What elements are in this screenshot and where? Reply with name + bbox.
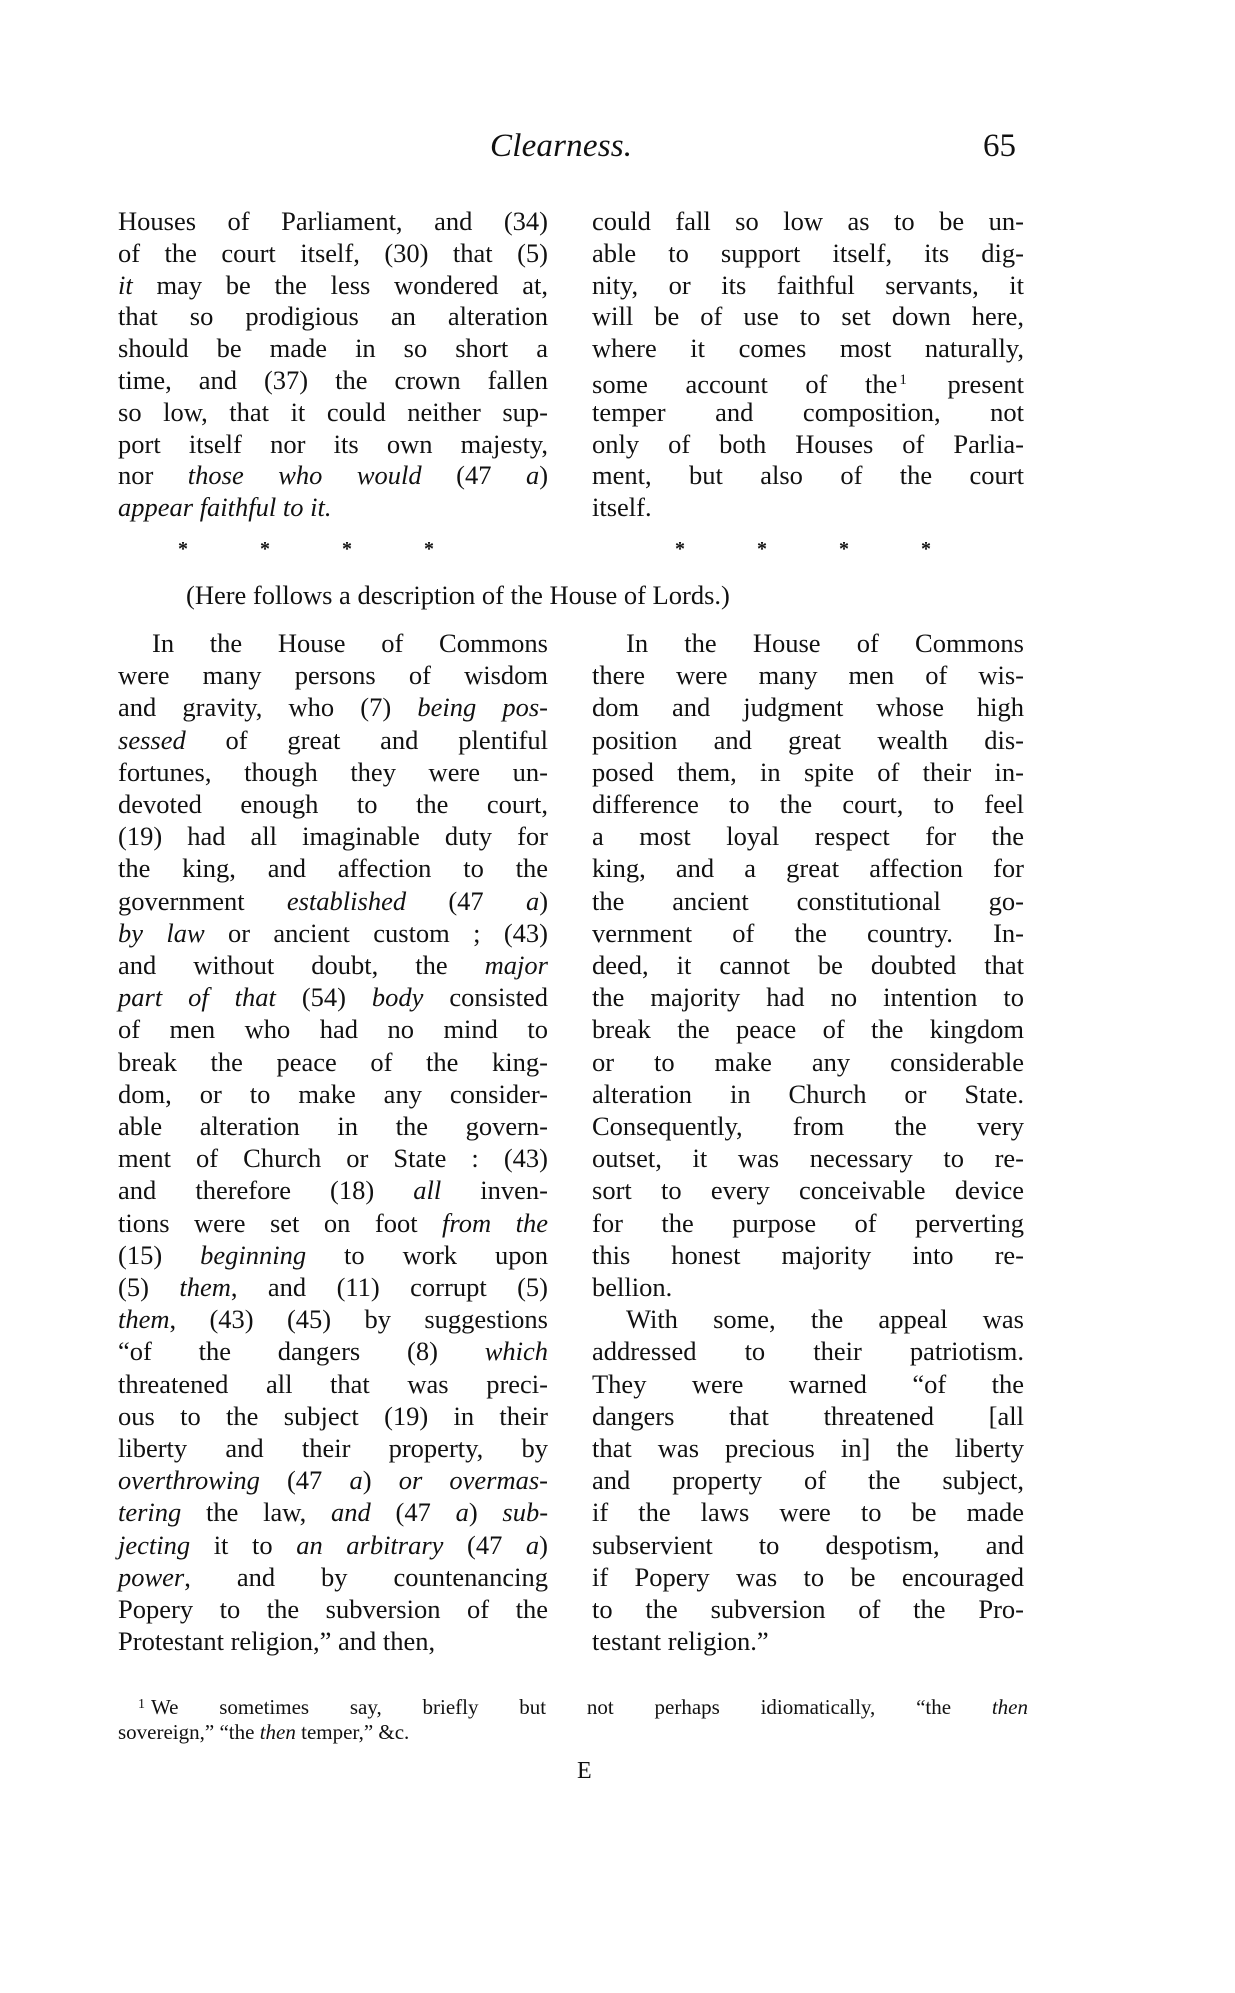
- text-line: [592, 691, 1024, 723]
- text-run: the law,: [181, 1497, 332, 1528]
- text-run: or ancient custom ; (43): [204, 917, 548, 948]
- text-run: of men who had no mind to: [118, 1014, 548, 1045]
- text-run: ): [468, 1497, 503, 1528]
- text-run: sovereign,” “the: [118, 1720, 260, 1744]
- text-run: (47: [370, 1497, 456, 1528]
- text-run: testant religion.”: [592, 1626, 769, 1657]
- text-line: [118, 820, 548, 852]
- text-line: [592, 1561, 1024, 1593]
- text-line: [592, 659, 1024, 691]
- text-run: outset, it was necessary to re-: [592, 1143, 1024, 1174]
- text-run: some account of the: [592, 369, 898, 399]
- star: *: [675, 538, 685, 560]
- text-line: [592, 852, 1024, 884]
- text-run: nor: [118, 460, 188, 491]
- text-run: for the purpose of perverting: [592, 1207, 1024, 1238]
- text-run: ment, but also of the court: [592, 460, 1024, 491]
- italic-text: then: [259, 1720, 296, 1744]
- italic-text: a: [349, 1465, 363, 1496]
- text-line: [118, 491, 548, 523]
- text-run: there were many men of wis-: [592, 660, 1024, 691]
- text-run: could fall so low as to be un-: [592, 206, 1024, 236]
- text-run: time, and (37) the crown fallen: [118, 365, 548, 395]
- text-line: [118, 917, 548, 949]
- italic-text: established: [286, 885, 407, 916]
- italic-text: appear faithful to it.: [118, 492, 332, 523]
- text-line: [118, 1432, 548, 1464]
- text-run: (5): [118, 1272, 180, 1302]
- text-run: able to support itself, its dig-: [592, 237, 1024, 268]
- text-run: bellion.: [592, 1272, 673, 1302]
- text-run: may be the less wondered at,: [132, 269, 548, 300]
- text-run: ): [362, 1465, 399, 1496]
- text-run: ous to the subject (19) in their: [118, 1400, 548, 1431]
- text-line: [118, 1110, 548, 1142]
- text-run: difference to the court, to feel: [592, 789, 1024, 819]
- italic-text: then: [991, 1695, 1028, 1719]
- text-line: [592, 491, 1024, 523]
- text-line: [592, 1271, 1024, 1303]
- text-line: [592, 1496, 1024, 1528]
- text-line: [118, 1593, 548, 1625]
- text-run: ment of Church or State : (43): [118, 1143, 548, 1174]
- text-run: port itself nor its own majesty,: [118, 428, 548, 459]
- text-run: Houses of Parliament, and (34): [118, 206, 548, 236]
- editorial-note: (Here follows a description of the House of Lords.): [186, 580, 730, 610]
- text-run: devoted enough to the court,: [118, 789, 548, 819]
- text-line: [118, 949, 548, 981]
- text-run: if the laws were to be made: [592, 1497, 1024, 1528]
- text-line: [592, 627, 1024, 659]
- text-line: [592, 269, 1024, 301]
- italic-text: being pos-: [417, 692, 548, 723]
- text-line: [592, 332, 1024, 364]
- text-run: Popery to the subversion of the: [118, 1594, 548, 1624]
- italic-text: them: [179, 1272, 231, 1302]
- text-line: [118, 1239, 548, 1271]
- text-run: present: [909, 369, 1024, 399]
- italic-text: all: [413, 1175, 442, 1206]
- text-line: [592, 237, 1024, 269]
- text-run: of the court itself, (30) that (5): [118, 237, 548, 268]
- text-run: ): [539, 885, 549, 916]
- italic-text: sub-: [502, 1497, 549, 1528]
- text-line: [592, 917, 1024, 949]
- text-line: [592, 820, 1024, 852]
- text-run: of great and plentiful: [185, 724, 548, 755]
- text-run: government: [118, 885, 287, 916]
- text-line: [592, 1625, 1024, 1657]
- italic-text: a: [525, 1529, 540, 1560]
- text-run: itself.: [592, 492, 652, 523]
- star: *: [839, 538, 849, 560]
- star: *: [260, 538, 270, 560]
- text-run: ): [539, 460, 549, 491]
- text-run: king, and a great affection for: [592, 853, 1024, 884]
- page-number: 65: [983, 128, 1016, 164]
- text-run: addressed to their patriotism.: [592, 1336, 1024, 1367]
- text-line: [592, 364, 1024, 399]
- italic-text: major: [484, 950, 548, 980]
- text-run: inven-: [441, 1175, 548, 1206]
- text-run: “of the dangers (8): [118, 1336, 485, 1367]
- italic-text: jecting: [118, 1529, 191, 1560]
- text-run: consisted: [423, 982, 548, 1013]
- text-run: fortunes, though they were un-: [118, 756, 548, 787]
- text-line: [118, 981, 548, 1013]
- text-line: [118, 691, 548, 723]
- text-line: [592, 1400, 1024, 1432]
- text-run: to work upon: [306, 1239, 548, 1270]
- text-line: [592, 1432, 1024, 1464]
- text-run: posed them, in spite of their in-: [592, 756, 1024, 787]
- text-run: (47: [406, 885, 526, 916]
- text-line: [118, 428, 548, 460]
- text-line: [118, 1400, 548, 1432]
- text-run: tions were set on foot: [118, 1207, 443, 1238]
- text-run: position and great wealth dis-: [592, 724, 1024, 755]
- italic-text: a: [525, 885, 540, 916]
- italic-text: an arbitrary: [296, 1529, 444, 1560]
- text-run: In the House of Commons: [152, 628, 548, 658]
- text-run: to the subversion of the Pro-: [592, 1594, 1024, 1624]
- text-run: should be made in so short a: [118, 333, 548, 364]
- text-line: [592, 1335, 1024, 1367]
- italic-text: power: [118, 1561, 185, 1592]
- text-line: [118, 1464, 548, 1496]
- text-run: We sometimes say, briefly but not perhaps idiomatically, “the: [151, 1695, 992, 1719]
- text-line: [118, 724, 548, 756]
- text-line: [592, 1239, 1024, 1271]
- text-line: [592, 300, 1024, 332]
- text-line: [118, 756, 548, 788]
- text-line: [118, 396, 548, 428]
- italic-text: them: [118, 1304, 170, 1335]
- text-line: [592, 396, 1024, 428]
- footnote-line: [138, 1692, 1028, 1720]
- italic-text: from the: [442, 1207, 548, 1238]
- text-line: [118, 788, 548, 820]
- text-line: [592, 1174, 1024, 1206]
- text-run: nity, or its faithful servants, it: [592, 269, 1024, 300]
- text-line: [118, 1078, 548, 1110]
- signature-mark: E: [577, 1758, 592, 1784]
- text-run: able alteration in the govern-: [118, 1111, 548, 1141]
- text-run: the majority had no intention to: [592, 982, 1024, 1013]
- text-line: [118, 627, 548, 659]
- text-line: [592, 459, 1024, 491]
- text-run: the ancient constitutional go-: [592, 885, 1024, 916]
- text-run: Protestant religion,” and then,: [118, 1626, 436, 1657]
- text-run: vernment of the country. In-: [592, 917, 1024, 948]
- text-run: (19) had all imaginable duty for: [118, 821, 548, 852]
- text-run: (47: [259, 1465, 350, 1496]
- text-run: With some, the appeal was: [626, 1304, 1024, 1335]
- text-line: [118, 1142, 548, 1174]
- text-line: [118, 300, 548, 332]
- text-line: [592, 885, 1024, 917]
- text-run: the king, and affection to the: [118, 853, 548, 884]
- text-line: [592, 1078, 1024, 1110]
- italic-text: a: [455, 1497, 469, 1528]
- text-run: , and by countenancing: [184, 1561, 548, 1592]
- italic-text: body: [371, 982, 424, 1013]
- italic-text: part of that: [118, 982, 276, 1013]
- text-run: or to make any considerable: [592, 1046, 1024, 1077]
- text-line: [118, 885, 548, 917]
- text-line: [118, 364, 548, 396]
- text-run: break the peace of the king-: [118, 1046, 548, 1077]
- text-run: (54): [275, 982, 372, 1013]
- text-run: (47: [443, 1529, 526, 1560]
- text-run: dangers that threatened [all: [592, 1400, 1024, 1431]
- text-run: and gravity, who (7): [118, 692, 418, 723]
- italic-text: by law: [118, 917, 205, 948]
- text-run: (15): [118, 1239, 201, 1270]
- italic-text: those who would: [187, 460, 422, 491]
- text-line: [592, 788, 1024, 820]
- italic-text: it: [118, 269, 133, 300]
- left-ellipsis-stars: [178, 538, 478, 568]
- text-run: They were warned “of the: [592, 1368, 1024, 1399]
- italic-text: which: [484, 1336, 548, 1367]
- text-line: [592, 1110, 1024, 1142]
- text-line: [592, 981, 1024, 1013]
- text-run: deed, it cannot be doubted that: [592, 950, 1024, 980]
- star: *: [921, 538, 931, 560]
- text-run: a most loyal respect for the: [592, 821, 1024, 852]
- footnote-reference: 1: [899, 372, 907, 388]
- italic-text: overthrowing: [118, 1465, 260, 1496]
- text-run: dom and judgment whose high: [592, 692, 1024, 723]
- text-run: threatened all that was preci-: [118, 1368, 548, 1399]
- running-title: Clearness.: [490, 128, 633, 164]
- text-run: (47: [421, 460, 526, 491]
- text-line: [118, 1271, 548, 1303]
- footnote-line: [118, 1719, 1008, 1745]
- star: *: [757, 538, 767, 560]
- text-line: [118, 1335, 548, 1367]
- text-run: so low, that it could neither sup-: [118, 396, 548, 427]
- text-line: [592, 949, 1024, 981]
- text-run: where it comes most naturally,: [592, 333, 1024, 364]
- text-line: [118, 332, 548, 364]
- text-run: temper and composition, not: [592, 396, 1024, 427]
- running-head: [0, 128, 1235, 168]
- italic-text: beginning: [200, 1239, 307, 1270]
- footnote-marker: 1: [138, 1697, 145, 1712]
- text-run: if Popery was to be encouraged: [592, 1561, 1024, 1592]
- text-line: [118, 1013, 548, 1045]
- text-line: [118, 269, 548, 301]
- text-run: and without doubt, the: [118, 950, 485, 980]
- text-run: this honest majority into re-: [592, 1239, 1024, 1270]
- text-line: [592, 1303, 1024, 1335]
- text-run: In the House of Commons: [626, 628, 1024, 658]
- text-run: Consequently, from the very: [592, 1111, 1024, 1141]
- right-ellipsis-stars: [675, 538, 975, 568]
- text-run: that so prodigious an alteration: [118, 301, 548, 332]
- italic-text: or overmas-: [398, 1465, 549, 1496]
- text-run: and property of the subject,: [592, 1465, 1024, 1496]
- text-line: [592, 1046, 1024, 1078]
- text-line: [592, 1464, 1024, 1496]
- text-run: ): [539, 1529, 548, 1560]
- text-line: [592, 205, 1024, 237]
- text-run: will be of use to set down here,: [592, 301, 1024, 332]
- text-line: [118, 659, 548, 691]
- text-run: subservient to despotism, and: [592, 1529, 1024, 1560]
- italic-text: and: [331, 1497, 371, 1528]
- italic-text: sessed: [118, 724, 186, 755]
- text-run: temper,” &c.: [295, 1720, 410, 1744]
- text-line: [592, 1013, 1024, 1045]
- text-run: only of both Houses of Parlia-: [592, 428, 1024, 459]
- text-line: [118, 1529, 548, 1561]
- star: *: [178, 538, 188, 560]
- text-line: [592, 724, 1024, 756]
- text-line: [118, 1207, 548, 1239]
- text-line: [592, 1207, 1024, 1239]
- text-run: that was precious in] the liberty: [592, 1433, 1024, 1463]
- text-run: , (43) (45) by suggestions: [169, 1304, 548, 1335]
- text-run: it to: [190, 1529, 297, 1560]
- text-line: [118, 1303, 548, 1335]
- text-line: [118, 1561, 548, 1593]
- text-line: [118, 237, 548, 269]
- text-run: , and (11) corrupt (5): [230, 1272, 548, 1302]
- italic-text: tering: [118, 1497, 182, 1528]
- text-line: [592, 756, 1024, 788]
- text-line: [118, 1496, 548, 1528]
- text-run: liberty and their property, by: [118, 1433, 548, 1463]
- text-run: sort to every conceivable device: [592, 1175, 1024, 1206]
- text-line: [592, 1142, 1024, 1174]
- italic-text: a: [525, 460, 540, 491]
- text-line: [592, 1368, 1024, 1400]
- text-run: and therefore (18): [118, 1175, 414, 1206]
- text-line: [592, 1529, 1024, 1561]
- star: *: [342, 538, 352, 560]
- text-line: [118, 1046, 548, 1078]
- text-line: [118, 1625, 548, 1657]
- text-line: [118, 459, 548, 491]
- text-run: break the peace of the kingdom: [592, 1014, 1024, 1045]
- text-line: [118, 205, 548, 237]
- text-run: alteration in Church or State.: [592, 1078, 1024, 1109]
- text-line: [118, 1174, 548, 1206]
- text-line: [118, 852, 548, 884]
- star: *: [424, 538, 434, 560]
- text-line: [592, 1593, 1024, 1625]
- text-line: [118, 1368, 548, 1400]
- text-line: [592, 428, 1024, 460]
- text-run: dom, or to make any consider-: [118, 1078, 548, 1109]
- text-run: were many persons of wisdom: [118, 660, 548, 691]
